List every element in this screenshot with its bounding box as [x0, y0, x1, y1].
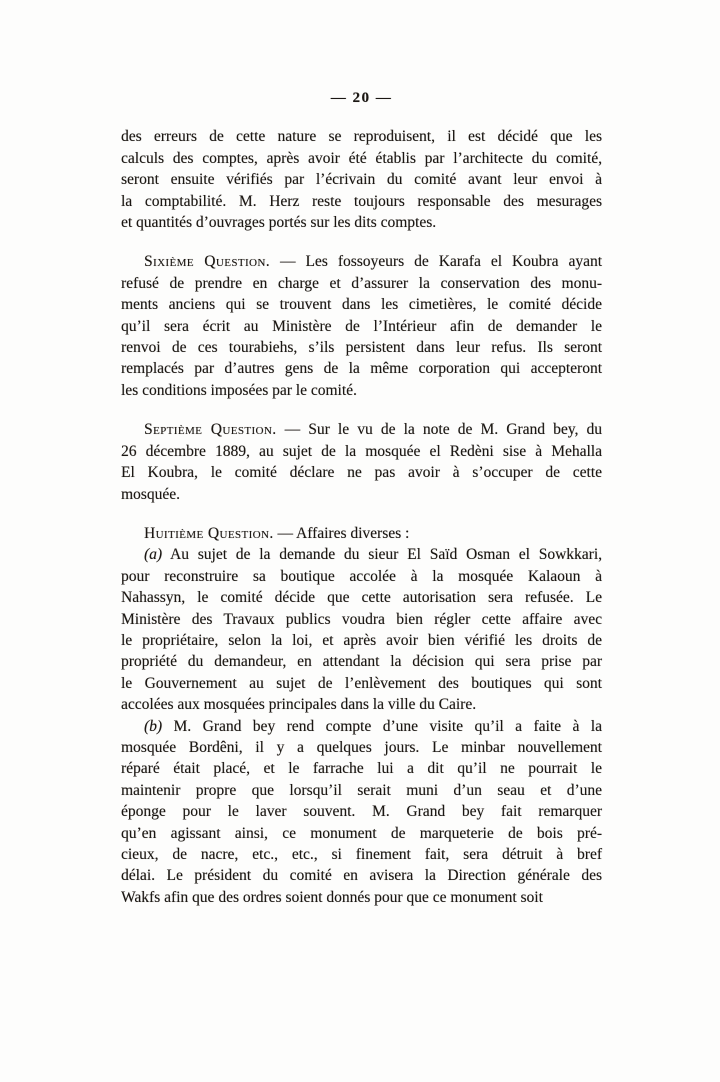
- text-line: propriété du demandeur, en attendant la décision qui sera prise par: [121, 653, 602, 671]
- text-line: El Koubra, le comité déclare ne pas avoir à s’occuper de cette: [121, 464, 602, 482]
- text-line: ments anciens qui se trouvent dans les cimetières, le comité décide: [121, 296, 602, 314]
- item-marker: (a): [144, 546, 163, 564]
- text-line: seront ensuite vérifiés par l’écrivain du comité avant leur envoi à: [121, 171, 602, 189]
- para-verification-comptes: [121, 126, 602, 233]
- text-line: Wakfs afin que des ordres soient donnés pour que ce monument soit: [121, 888, 543, 906]
- item-marker: (b): [144, 717, 163, 735]
- text-line: (a) Au sujet de la demande du sieur El Saïd Osman el Sowkkari,: [144, 546, 602, 564]
- text-line: refusé de prendre en charge et d’assurer la conservation des monu-: [121, 274, 602, 292]
- text-column: [121, 88, 602, 908]
- para-huitieme-question-header: [121, 523, 602, 544]
- para-huitieme-item-a: [121, 544, 602, 715]
- page-number: — 20 —: [330, 90, 393, 106]
- text-line: maintenir propre que lorsqu’il serait muni d’un seau et d’une: [121, 781, 602, 799]
- question-heading: Huitième Question.: [144, 524, 274, 542]
- text-line: les conditions imposées par le comité.: [121, 381, 357, 399]
- text-line: mosquée.: [121, 485, 180, 503]
- para-septieme-question: [121, 419, 602, 505]
- text-line: Nahassyn, le comité décide que cette autorisation sera refusée. Le: [121, 589, 602, 607]
- text-line: 26 décembre 1889, au sujet de la mosquée el Redèni sise à Mehalla: [121, 442, 602, 460]
- question-heading: Septième Question.: [144, 421, 277, 439]
- text-line: (b) M. Grand bey rend compte d’une visite qu’il a faite à la: [144, 717, 602, 735]
- text-line: calculs des comptes, après avoir été établis par l’architecte du comité,: [121, 149, 602, 167]
- para-sixieme-question: [121, 251, 602, 401]
- text-line: pour reconstruire sa boutique accolée à la mosquée Kalaoun à: [121, 567, 602, 585]
- text-line: accolées aux mosquées principales dans la ville du Caire.: [121, 696, 477, 714]
- para-huitieme-item-b: [121, 716, 602, 909]
- text-line: la comptabilité. M. Herz reste toujours responsable des mesurages: [121, 192, 602, 210]
- text-line: éponge pour le laver souvent. M. Grand bey fait remarquer: [121, 803, 602, 821]
- text-line: qu’il sera écrit au Ministère de l’Intérieur afin de demander le: [121, 317, 602, 335]
- question-heading: Sixième Question.: [144, 253, 271, 271]
- text-line: Sixième Question. — Les fossoyeurs de Karafa el Koubra ayant: [144, 253, 603, 271]
- text-line: Huitième Question. — Affaires diverses :: [144, 524, 410, 542]
- text-line: qu’en agissant ainsi, ce monument de marqueterie de bois pré-: [121, 824, 602, 842]
- text-line: délai. Le président du comité en avisera la Direction générale des: [121, 867, 602, 885]
- text-line: et quantités d’ouvrages portés sur les dits comptes.: [121, 214, 437, 232]
- text-line: le propriétaire, selon la loi, et après avoir bien vérifié les droits de: [121, 631, 602, 649]
- text-line: le Gouvernement au sujet de l’enlèvement des boutiques qui sont: [121, 674, 602, 692]
- text-line: renvoi de ces tourabiehs, s’ils persistent dans leur refus. Ils seront: [121, 339, 602, 357]
- text-line: Septième Question. — Sur le vu de la note de M. Grand bey, du: [144, 421, 602, 439]
- text-line: mosquée Bordêni, il y a quelques jours. Le minbar nouvellement: [121, 738, 602, 756]
- text-line: des erreurs de cette nature se reproduisent, il est décidé que les: [121, 128, 602, 146]
- text-block: [121, 126, 602, 908]
- text-line: réparé était placé, et le farrache lui a dit qu’il ne pourrait le: [121, 760, 602, 778]
- text-line: cieux, de nacre, etc., etc., si finement fait, sera détruit à bref: [121, 846, 602, 863]
- text-line: remplacés par d’autres gens de la même corporation qui accepteront: [121, 360, 602, 378]
- text-line: Ministère des Travaux publics voudra bien régler cette affaire avec: [121, 610, 602, 628]
